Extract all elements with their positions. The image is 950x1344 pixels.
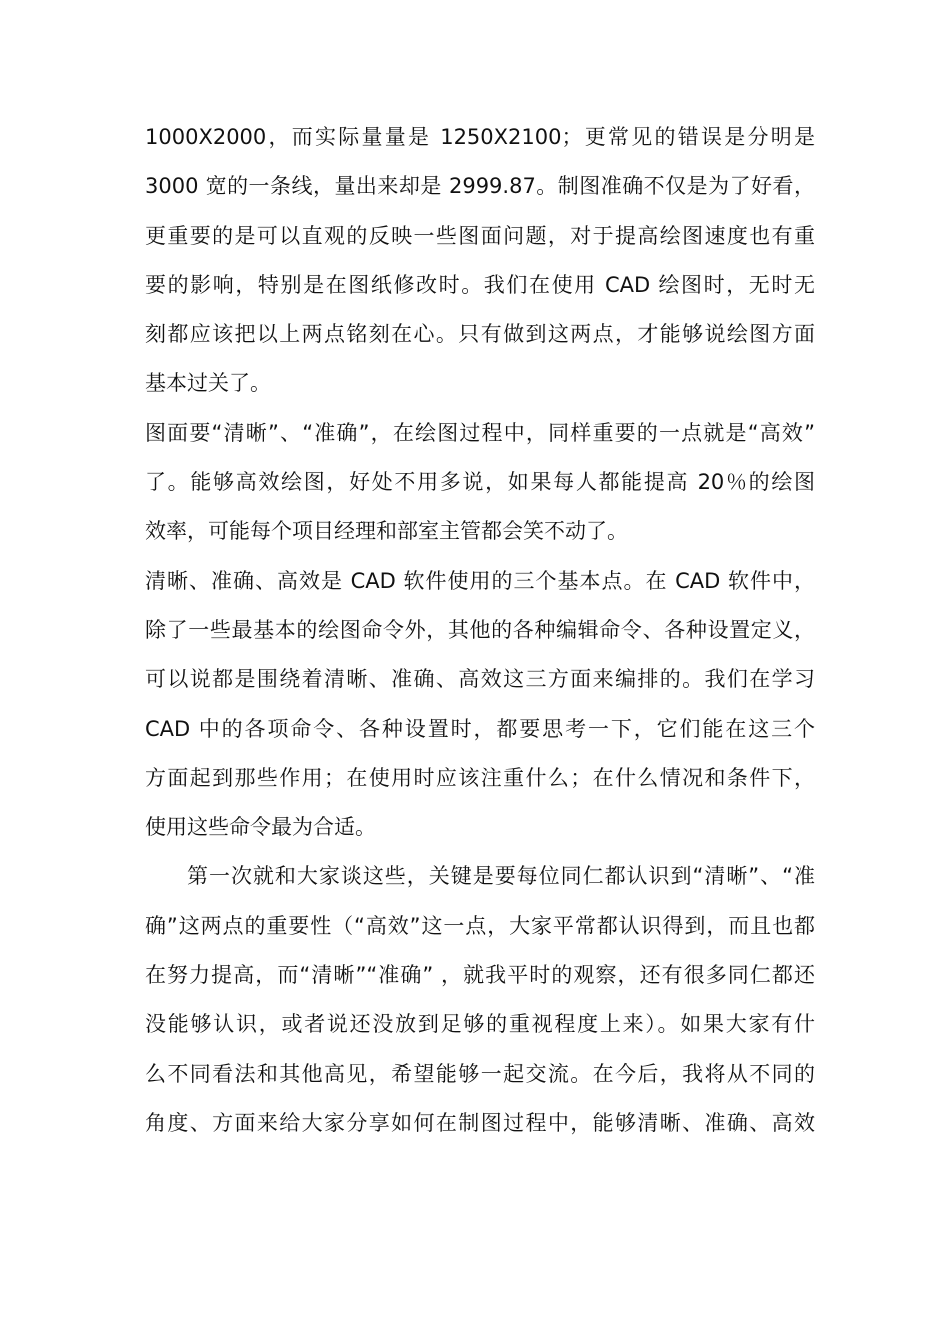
text-line: 么不同看法和其他高见，希望能够一起交流。在今后，我将从不同的 bbox=[145, 1061, 815, 1086]
text-line: 使用这些命令最为合适。 bbox=[145, 815, 376, 840]
text-line: 方面起到那些作用；在使用时应该注重什么；在什么情况和条件下， bbox=[145, 765, 815, 790]
text-line: 效率，可能每个项目经理和部室主管都会笑不动了。 bbox=[145, 519, 628, 544]
text-line: 确”这两点的重要性（“高效”这一点，大家平常都认识得到，而且也都 bbox=[145, 913, 815, 938]
text-line: 1000X2000，而实际量量是 1250X2100；更常见的错误是分明是 bbox=[145, 125, 815, 149]
text-line: 除了一些最基本的绘图命令外，其他的各种编辑命令、各种设置定义， bbox=[145, 617, 815, 642]
text-line: 可以说都是围绕着清晰、准确、高效这三方面来编排的。我们在学习 bbox=[145, 667, 815, 692]
text-line: 3000 宽的一条线，量出来却是 2999.87。制图准确不仅是为了好看， bbox=[145, 174, 815, 199]
text-line: 在努力提高，而“清晰”“准确” ，就我平时的观察，还有很多同仁都还 bbox=[145, 963, 815, 988]
text-line: 没能够认识，或者说还没放到足够的重视程度上来）。如果大家有什 bbox=[145, 1012, 815, 1037]
body-text bbox=[145, 113, 815, 1148]
text-line: CAD 中的各项命令、各种设置时，都要思考一下，它们能在这三个 bbox=[145, 716, 815, 741]
text-line: 第一次就和大家谈这些，关键是要每位同仁都认识到“清晰”、“准 bbox=[187, 864, 815, 889]
text-line: 刻都应该把以上两点铭刻在心。只有做到这两点，才能够说绘图方面 bbox=[145, 322, 815, 347]
text-line: 要的影响，特别是在图纸修改时。我们在使用 CAD 绘图时，无时无 bbox=[145, 272, 815, 297]
text-line: 清晰、准确、高效是 CAD 软件使用的三个基本点。在 CAD 软件中， bbox=[145, 568, 815, 593]
text-line: 了。能够高效绘图，好处不用多说，如果每人都能提高 20％的绘图 bbox=[145, 470, 815, 495]
text-line: 基本过关了。 bbox=[145, 371, 271, 396]
text-line: 图面要“清晰”、“准确”，在绘图过程中，同样重要的一点就是“高效” bbox=[145, 420, 815, 445]
text-line: 角度、方面来给大家分享如何在制图过程中，能够清晰、准确、高效 bbox=[145, 1110, 815, 1135]
text-line: 更重要的是可以直观的反映一些图面问题，对于提高绘图速度也有重 bbox=[145, 223, 815, 248]
